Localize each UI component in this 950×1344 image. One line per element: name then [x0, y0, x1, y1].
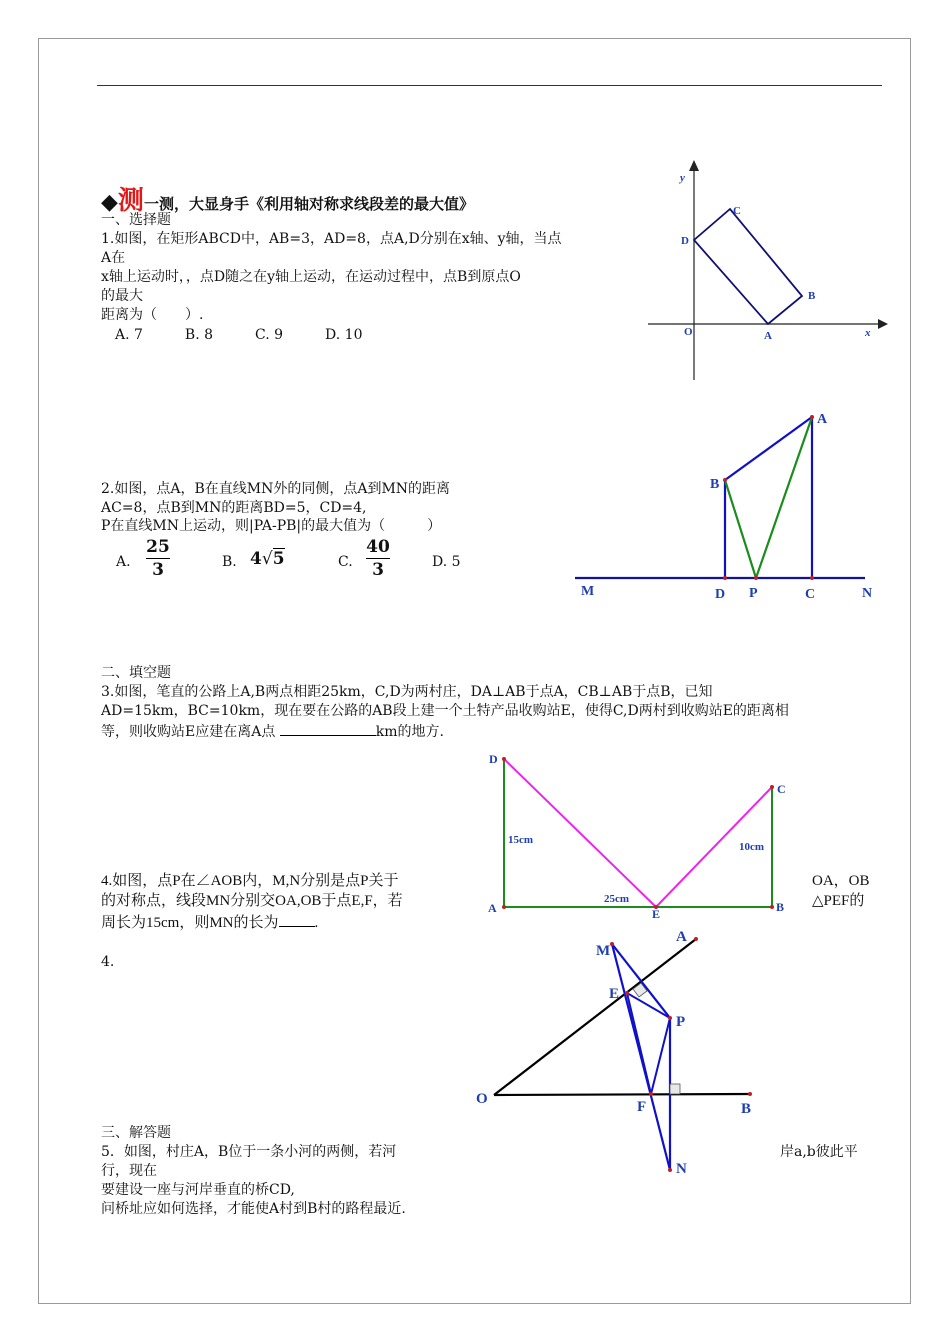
label-x: x	[865, 327, 871, 339]
label-b: B	[741, 1101, 752, 1117]
label-p: P	[749, 586, 758, 601]
q4-stray-number: 4.	[101, 954, 115, 970]
q4-line2: 的对称点，线段MN分别交OA,OB于点E,F，若	[101, 893, 403, 909]
point-p	[754, 576, 758, 580]
point-c	[770, 785, 774, 789]
x-axis-arrow-icon	[878, 319, 888, 329]
label-n: N	[676, 1161, 687, 1177]
label-10cm: 10cm	[739, 841, 765, 853]
q1-line4: 的最大	[101, 288, 143, 304]
label-m: M	[596, 943, 611, 959]
q1-line3: x轴上运动时，，点D随之在y轴上运动，在运动过程中，点B到原点O	[101, 269, 521, 285]
q2-line3: P在直线MN上运动，则|PA-PB|的最大值为（ ）	[101, 518, 442, 534]
point-d	[502, 757, 506, 761]
q5-line4: 问桥址应如何选择，才能使A村到B村的路程最近.	[101, 1201, 406, 1217]
point-b	[770, 905, 774, 909]
q2-option-a-label: A.	[116, 554, 131, 570]
segment-pb	[725, 480, 756, 578]
label-b: B	[710, 477, 720, 492]
q4-line1-right: OA，OB	[812, 873, 870, 889]
q5-line2: 行，现在	[101, 1163, 157, 1179]
label-p: P	[676, 1014, 686, 1030]
segment-ab	[725, 417, 812, 480]
label-o: O	[476, 1091, 488, 1107]
segment-pa	[756, 417, 812, 578]
ray-oa	[494, 939, 696, 1095]
q1-line5: 距离为（ ）.	[101, 307, 204, 323]
q2-option-b-coefficient: 4	[250, 549, 262, 569]
y-axis-arrow-icon	[689, 160, 699, 171]
point-m	[610, 942, 614, 946]
title-text: 一测，大显身手《利用轴对称求线段差的最大值》	[143, 195, 474, 213]
section3-heading: 三、解答题	[101, 1125, 171, 1141]
q2-line1: 2.如图，点A，B在直线MN外的同侧，点A到MN的距离	[101, 481, 451, 497]
q2-option-a-numerator: 25	[146, 537, 170, 557]
label-a: A	[676, 929, 687, 945]
label-25cm: 25cm	[604, 893, 630, 905]
sqrt-icon: √	[261, 549, 273, 569]
point-b	[723, 478, 727, 482]
point-f	[649, 1092, 653, 1096]
point-a	[694, 937, 698, 941]
q5-line3: 要建设一座与河岸垂直的桥CD,	[101, 1182, 295, 1198]
title-big-char: 测	[117, 186, 144, 216]
section2-heading: 二、填空题	[101, 665, 171, 681]
label-d: D	[715, 587, 726, 602]
label-d: D	[681, 235, 689, 247]
q2-option-a-denominator: 3	[152, 560, 164, 580]
q1-options: A. 7 B. 8 C. 9 D. 10	[115, 327, 363, 343]
segment-fp	[651, 1018, 670, 1094]
point-b	[748, 1092, 752, 1096]
q4-line3-pre: 周长为15cm，则MN的长为	[101, 915, 279, 931]
q2-line2: AC=8，点B到MN的距离BD=5，CD=4,	[101, 500, 367, 516]
point-n	[668, 1168, 672, 1172]
q5-line1: 5．如图，村庄A，B位于一条小河的两侧，若河	[101, 1144, 397, 1160]
point-e	[625, 991, 629, 995]
segment-mn	[612, 944, 670, 1170]
label-a: A	[817, 412, 828, 427]
segment-ef	[627, 993, 651, 1094]
point-a	[502, 905, 506, 909]
q4-line2-right: △PEF的	[812, 893, 865, 909]
label-a: A	[488, 901, 497, 915]
label-a: A	[764, 330, 772, 342]
q5-line1-right: 岸a,b彼此平	[780, 1144, 858, 1160]
label-15cm: 15cm	[508, 834, 534, 846]
q4-line1: 4.如图，点P在∠AOB内，M,N分别是点P关于	[101, 873, 399, 889]
q3-line3-post: km的地方.	[375, 724, 444, 740]
q1-line2: A在	[101, 250, 126, 266]
label-d: D	[489, 752, 498, 766]
q2-option-c-denominator: 3	[372, 560, 384, 580]
q3-line3-pre: 等，则收购站E应建在离A点	[101, 724, 280, 740]
right-angle-marker-f-icon	[670, 1084, 680, 1094]
label-b: B	[776, 900, 785, 914]
label-y: y	[680, 172, 685, 184]
label-n: N	[862, 586, 873, 601]
q2-option-b-radicand: 5	[272, 549, 285, 569]
q3-line2: AD=15km，BC=10km，现在要在公路的AB段上建一个土特产品收购站E，使得C,D两村到收购站E的距离相	[101, 703, 789, 719]
q3-line1: 3.如图，笔直的公路上A,B两点相距25km，C,D为两村庄，DA⊥AB于点A，CB⊥AB于点B，已知	[101, 684, 713, 700]
point-c	[810, 576, 814, 580]
label-b: B	[808, 290, 816, 302]
ray-ob	[494, 1094, 750, 1095]
label-c: C	[777, 782, 786, 796]
segment-ep	[627, 993, 670, 1018]
segment-de	[504, 759, 656, 907]
figure-2	[575, 412, 872, 602]
rectangle-abcd	[694, 209, 802, 324]
diamond-icon: ◆	[101, 190, 118, 215]
figure-4	[476, 929, 752, 1177]
q1-line1: 1.如图，在矩形ABCD中，AB=3，AD=8，点A,D分别在x轴、y轴，当点	[101, 231, 562, 247]
q2-option-d: D. 5	[432, 554, 461, 570]
label-c: C	[733, 205, 741, 217]
figure-3	[488, 752, 786, 921]
figure-1	[648, 160, 888, 380]
point-d	[723, 576, 727, 580]
label-e: E	[609, 986, 620, 1002]
label-o: O	[684, 326, 693, 338]
label-m: M	[581, 584, 595, 599]
section1-heading: 一、选择题	[101, 212, 171, 228]
q2-option-b-label: B.	[222, 554, 237, 570]
q2-option-c-numerator: 40	[366, 537, 390, 557]
label-f: F	[637, 1099, 647, 1115]
label-c: C	[805, 587, 816, 602]
point-p	[668, 1016, 672, 1020]
point-a	[810, 415, 814, 419]
q2-option-c-label: C.	[338, 554, 353, 570]
q4-line3-post: .	[314, 915, 319, 931]
label-e: E	[652, 907, 661, 921]
